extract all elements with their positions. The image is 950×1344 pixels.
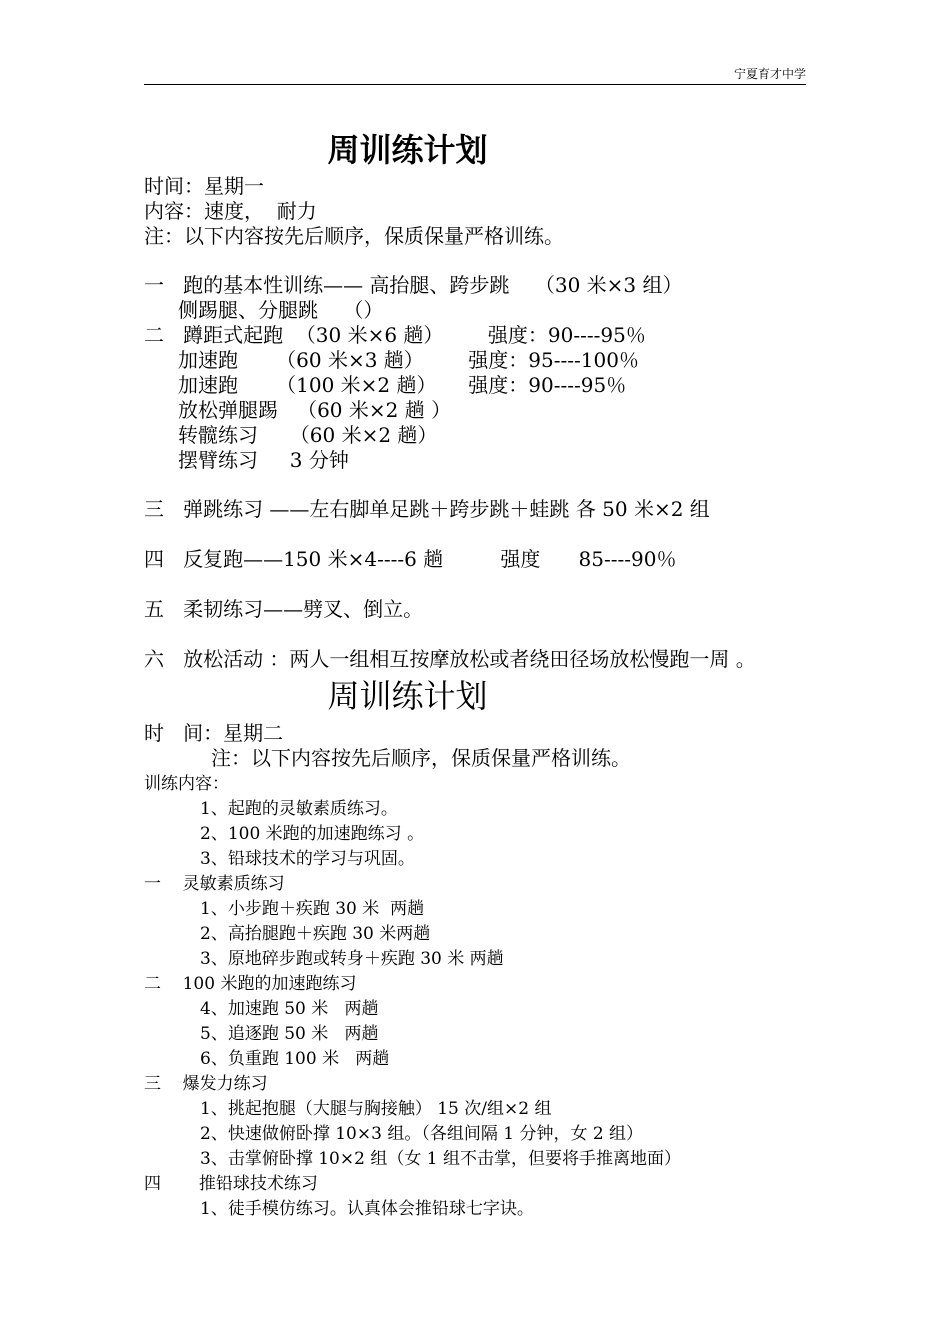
plan2-section-item: 4、加速跑 50 米 两趟 <box>200 999 379 1019</box>
plan2-content-item: 3、铅球技术的学习与巩固。 <box>200 849 415 869</box>
plan2-section-heading: 四 推铅球技术练习 <box>144 1174 318 1194</box>
plan1-note: 注：以下内容按先后顺序，保质保量严格训练。 <box>144 224 564 248</box>
plan2-section-item: 3、原地碎步跑或转身＋疾跑 30 米 两趟 <box>200 949 504 969</box>
plan1-section-6: 六 放松活动 ：两人一组相互按摩放松或者绕田径场放松慢跑一周 。 <box>144 647 756 671</box>
plan1-section-3: 三 弹跳练习 ——左右脚单足跳＋跨步跳＋蛙跳 各 50 米×2 组 <box>144 497 710 521</box>
plan2-content-item: 1、起跑的灵敏素质练习。 <box>200 799 398 819</box>
plan1-section-2: 二 蹲距式起跑 （30 米×6 趟） 强度：90----95％ <box>144 323 646 347</box>
plan2-section-item: 3、击掌俯卧撑 10×2 组（女 1 组不击掌，但要将手推离地面） <box>200 1149 681 1169</box>
plan1-section-2-item: 加速跑 （100 米×2 趟） 强度：90----95％ <box>178 373 627 397</box>
plan2-section-item: 1、小步跑＋疾跑 30 米 两趟 <box>200 899 425 919</box>
plan1-section-5: 五 柔韧练习——劈叉、倒立。 <box>144 597 424 621</box>
plan1-section-2-item: 摆臂练习 3 分钟 <box>178 448 349 472</box>
plan1-section-4: 四 反复跑——150 米×4----6 趟 强度 85----90％ <box>144 547 677 571</box>
plan1-section-2-item: 转髋练习 （60 米×2 趟） <box>178 423 438 447</box>
plan1-section-1-cont: 侧踢腿、分腿跳 （） <box>178 298 384 322</box>
plan2-section-item: 5、追逐跑 50 米 两趟 <box>200 1024 379 1044</box>
plan1-content: 内容：速度， 耐力 <box>144 199 317 223</box>
plan2-section-item: 2、快速做俯卧撑 10×3 组。（各组间隔 1 分钟，女 2 组） <box>200 1124 644 1144</box>
plan2-section-item: 1、挑起抱腿（大腿与胸接触） 15 次/组×2 组 <box>200 1099 552 1119</box>
plan2-content-label: 训练内容： <box>144 774 229 794</box>
plan2-section-heading: 二 100 米跑的加速跑练习 <box>144 974 357 994</box>
plan1-section-2-item: 加速跑 （60 米×3 趟） 强度：95----100％ <box>178 348 639 372</box>
plan2-content-item: 2、100 米跑的加速跑练习 。 <box>200 824 425 844</box>
plan2-title: 周训练计划 <box>327 677 488 715</box>
header-rule <box>144 84 806 85</box>
plan1-section-1: 一 跑的基本性训练—— 高抬腿、跨步跳 （30 米×3 组） <box>144 273 683 297</box>
plan2-section-item: 1、徒手模仿练习。认真体会推铅球七字诀。 <box>200 1199 534 1219</box>
plan1-title: 周训练计划 <box>327 131 488 169</box>
plan2-time: 时 间：星期二 <box>144 721 284 745</box>
plan2-section-heading: 三 爆发力练习 <box>144 1074 268 1094</box>
plan2-section-heading: 一 灵敏素质练习 <box>144 874 285 894</box>
plan1-time: 时间：星期一 <box>144 174 264 198</box>
plan1-section-2-item: 放松弹腿踢 （60 米×2 趟 ） <box>178 398 452 422</box>
plan2-section-item: 6、负重跑 100 米 两趟 <box>200 1049 390 1069</box>
header-school-name: 宁夏育才中学 <box>733 67 806 81</box>
plan2-note: 注：以下内容按先后顺序，保质保量严格训练。 <box>211 746 631 770</box>
plan2-section-item: 2、高抬腿跑＋疾跑 30 米两趟 <box>200 924 431 944</box>
